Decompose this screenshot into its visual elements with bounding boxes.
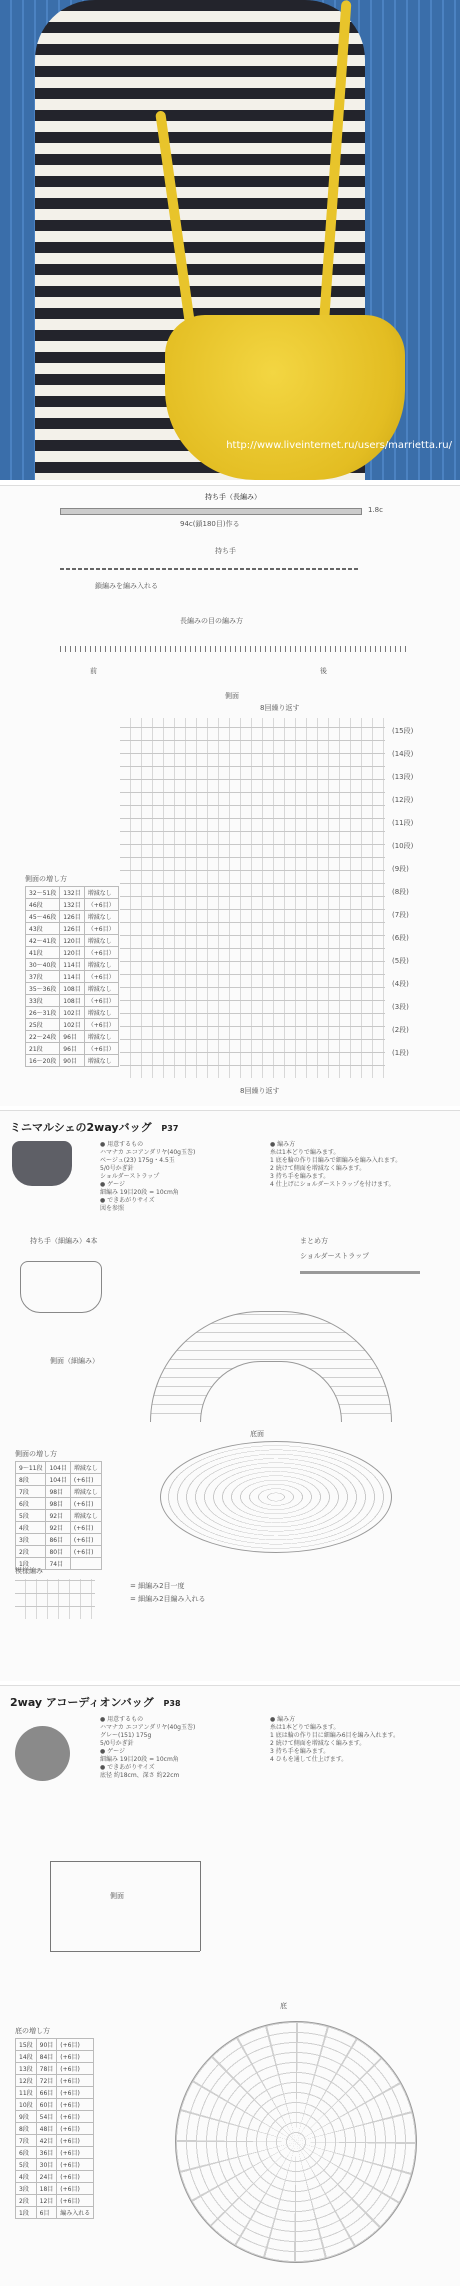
chart-bottom-note: 8回繰り返す xyxy=(240,1087,280,1095)
table-cell: 9段 xyxy=(16,2111,37,2123)
list-item: ハマナカ エコアンダリヤ(40g玉巻) xyxy=(100,1724,196,1731)
table-cell: (+6目) xyxy=(57,2075,94,2087)
table-cell: 41段 xyxy=(26,947,60,959)
table-row xyxy=(26,995,119,1007)
table-cell: 98目 xyxy=(46,1486,70,1498)
materials-label: ● 用意するもの xyxy=(100,1141,144,1148)
section3-page: P38 xyxy=(163,1699,181,1708)
table-cell: 104目 xyxy=(46,1474,70,1486)
table-row xyxy=(16,1474,102,1486)
size-label: ● できあがりサイズ xyxy=(100,1197,155,1204)
table-cell: 126目 xyxy=(60,911,84,923)
table-cell: （+6目） xyxy=(84,1043,118,1055)
table-row xyxy=(16,2147,94,2159)
table-row xyxy=(16,2195,94,2207)
edge-title: 模様編み xyxy=(15,1567,43,1575)
section2-howto xyxy=(270,1141,450,1189)
howto-list-3 xyxy=(270,1724,450,1764)
bottom-label-2: 底面 xyxy=(250,1430,264,1438)
table-cell: 30〜40段 xyxy=(26,959,60,971)
table-cell: 48目 xyxy=(36,2123,57,2135)
table-cell: （+6目） xyxy=(84,1019,118,1031)
table-row xyxy=(26,1031,119,1043)
materials-list-3 xyxy=(100,1724,280,1748)
row-label: (9段) xyxy=(392,865,409,873)
table-cell: 21段 xyxy=(26,1043,60,1055)
list-item: 3 持ち手を編みます。 xyxy=(270,1173,330,1180)
table-cell: 増減なし xyxy=(84,911,118,923)
table-cell: 6段 xyxy=(16,1498,46,1510)
table-cell: 42目 xyxy=(36,2135,57,2147)
table-cell: 2段 xyxy=(16,2195,37,2207)
table-cell: 2段 xyxy=(16,1546,46,1558)
pattern-page-1 xyxy=(0,485,460,1106)
table-row xyxy=(26,959,119,971)
list-item: 1 底は輪の作り目に細編み6目を編み入れます。 xyxy=(270,1732,400,1739)
increase-table-3 xyxy=(15,2038,94,2219)
section3-title xyxy=(10,1694,181,1710)
table-cell: 43段 xyxy=(26,923,60,935)
table-2-title: 側面の増し方 xyxy=(15,1450,57,1458)
table-cell: 54目 xyxy=(36,2111,57,2123)
list-item: 5/0号かぎ針 xyxy=(100,1165,134,1172)
table-cell: 12段 xyxy=(16,2075,37,2087)
table-cell: 7段 xyxy=(16,2135,37,2147)
table-cell: 108目 xyxy=(60,983,84,995)
increase-table-2 xyxy=(15,1461,102,1570)
table-cell: 増減なし xyxy=(84,935,118,947)
table-row xyxy=(26,1019,119,1031)
list-item: 2 続けて側面を増減なく編みます。 xyxy=(270,1165,366,1172)
increase-table-1 xyxy=(25,886,119,1067)
list-item: 5/0号かぎ針 xyxy=(100,1740,134,1747)
table-cell: (+6目) xyxy=(70,1522,101,1534)
strap-bar xyxy=(60,508,362,515)
table-3-title: 底の増し方 xyxy=(15,2027,50,2035)
table-cell xyxy=(70,1558,101,1570)
table-row xyxy=(16,2171,94,2183)
table-row xyxy=(16,2159,94,2171)
list-item: グレー(151) 175g xyxy=(100,1732,152,1739)
table-row xyxy=(16,1462,102,1474)
table-cell: 26〜31段 xyxy=(26,1007,60,1019)
table-row xyxy=(16,1510,102,1522)
size-label-3: ● できあがりサイズ xyxy=(100,1764,155,1771)
table-cell: 132目 xyxy=(60,899,84,911)
howto-list xyxy=(270,1149,450,1189)
table-cell: 102目 xyxy=(60,1007,84,1019)
table-cell: (+6目) xyxy=(57,2195,94,2207)
table-cell: (+6目) xyxy=(70,1534,101,1546)
body-outline-bottom xyxy=(50,1951,200,1952)
handle-label: 持ち手 xyxy=(215,547,236,555)
table-cell: 114目 xyxy=(60,959,84,971)
table-cell: 3段 xyxy=(16,1534,46,1546)
body-label: 側面 xyxy=(225,692,239,700)
table-cell: 92目 xyxy=(46,1510,70,1522)
table-cell: 4段 xyxy=(16,2171,37,2183)
table-row xyxy=(16,2087,94,2099)
table-cell: 増減なし xyxy=(84,959,118,971)
stitch-row-note: 長編みの目の編み方 xyxy=(180,617,243,625)
handle-chain xyxy=(60,568,360,570)
table-row xyxy=(16,1486,102,1498)
row-label: (6段) xyxy=(392,934,409,942)
table-cell: 72目 xyxy=(36,2075,57,2087)
row-label: (7段) xyxy=(392,911,409,919)
back-label: 後 xyxy=(320,667,327,675)
table-cell: （+6目） xyxy=(84,995,118,1007)
table-cell: (+6目) xyxy=(57,2087,94,2099)
table-cell: 104目 xyxy=(46,1462,70,1474)
table-row xyxy=(26,911,119,923)
handle-title: 持ち手（細編み）4本 xyxy=(30,1237,98,1245)
body-outline-left xyxy=(50,1861,51,1951)
table-1-title: 側面の増し方 xyxy=(25,875,67,883)
table-cell: 120目 xyxy=(60,947,84,959)
front-label: 前 xyxy=(90,667,97,675)
body-outline-right xyxy=(200,1861,201,1951)
table-row xyxy=(26,1007,119,1019)
table-cell: 33段 xyxy=(26,995,60,1007)
table-cell: (+6目) xyxy=(57,2039,94,2051)
table-cell: 11段 xyxy=(16,2087,37,2099)
table-cell: 96目 xyxy=(60,1031,84,1043)
row-label: (12段) xyxy=(392,796,414,804)
table-row xyxy=(16,2051,94,2063)
table-cell: 8段 xyxy=(16,1474,46,1486)
table-cell: (+6目) xyxy=(57,2111,94,2123)
strap-title: 持ち手（長編み） xyxy=(205,493,261,501)
table-cell: 90目 xyxy=(36,2039,57,2051)
table-cell: 45〜46段 xyxy=(26,911,60,923)
table-cell: （+6目） xyxy=(84,899,118,911)
table-cell: 増減なし xyxy=(70,1462,101,1474)
table-cell: 92目 xyxy=(46,1522,70,1534)
gauge-value: 細編み 19目20段 = 10cm角 xyxy=(100,1189,179,1196)
table-row xyxy=(26,947,119,959)
section3-title-text: 2way アコーディオンバッグ xyxy=(10,1696,154,1709)
table-cell: 6目 xyxy=(36,2207,57,2219)
section2-title-text: ミニマルシェの2wayバッグ xyxy=(10,1121,152,1134)
table-cell: 5段 xyxy=(16,2159,37,2171)
table-row xyxy=(26,971,119,983)
table-cell: 増減なし xyxy=(84,887,118,899)
table-cell: 60目 xyxy=(36,2099,57,2111)
table-cell: 78目 xyxy=(36,2063,57,2075)
list-item: 2 続けて側面を増減なく編みます。 xyxy=(270,1740,366,1747)
list-item: ショルダーストラップ xyxy=(100,1173,160,1180)
table-cell: 5段 xyxy=(16,1510,46,1522)
table-cell: 120目 xyxy=(60,935,84,947)
table-cell: 15段 xyxy=(16,2039,37,2051)
row-label: (11段) xyxy=(392,819,414,827)
row-label: (8段) xyxy=(392,888,409,896)
table-row xyxy=(16,2075,94,2087)
table-cell: (+6目) xyxy=(57,2099,94,2111)
table-cell: 32〜51段 xyxy=(26,887,60,899)
table-cell: 18目 xyxy=(36,2183,57,2195)
body-label-3: 側面 xyxy=(110,1892,124,1900)
table-cell: 16〜20段 xyxy=(26,1055,60,1067)
table-cell: 108目 xyxy=(60,995,84,1007)
table-row xyxy=(26,899,119,911)
row-label: (10段) xyxy=(392,842,414,850)
table-cell: 9〜11段 xyxy=(16,1462,46,1474)
table-cell: 24目 xyxy=(36,2171,57,2183)
section2-title xyxy=(10,1119,178,1135)
row-label: (4段) xyxy=(392,980,409,988)
section3-howto xyxy=(270,1716,450,1764)
list-item: ベージュ(23) 175g・4.5玉 xyxy=(100,1157,175,1164)
table-cell: 8段 xyxy=(16,2123,37,2135)
table-cell: 114目 xyxy=(60,971,84,983)
pattern-page-2 xyxy=(0,1110,460,1681)
table-cell: 126目 xyxy=(60,923,84,935)
table-cell: (+6目) xyxy=(57,2123,94,2135)
table-cell: 132目 xyxy=(60,887,84,899)
body-label-2: 側面（細編み） xyxy=(50,1357,99,1365)
chart-top-note: 8回繰り返す xyxy=(260,704,300,712)
list-item: 4 仕上げにショルダーストラップを付けます。 xyxy=(270,1181,395,1188)
table-cell: （+6目） xyxy=(84,971,118,983)
row-label: (3段) xyxy=(392,1003,409,1011)
size-value-3: 底径 約18cm、深さ 約22cm xyxy=(100,1772,180,1779)
table-cell: 増減なし xyxy=(70,1510,101,1522)
table-cell: (+6目) xyxy=(57,2147,94,2159)
section3-materials xyxy=(100,1716,280,1780)
list-item: 糸は1本どりで編みます。 xyxy=(270,1149,340,1156)
table-cell: (+6目) xyxy=(57,2135,94,2147)
table-row xyxy=(16,1546,102,1558)
stitch-row xyxy=(60,646,410,652)
size-value: 図を参照 xyxy=(100,1205,125,1212)
table-cell: 増減なし xyxy=(84,983,118,995)
table-cell: 86目 xyxy=(46,1534,70,1546)
materials-label-3: ● 用意するもの xyxy=(100,1716,144,1723)
strap-length: 94c(鎖180目)作る xyxy=(180,520,240,528)
table-cell: (+6目) xyxy=(70,1498,101,1510)
table-cell: (+6目) xyxy=(57,2159,94,2171)
bottom-oval-chart xyxy=(160,1441,392,1553)
howto-label-3: ● 編み方 xyxy=(270,1716,296,1723)
table-row xyxy=(16,2207,94,2219)
table-cell: 66目 xyxy=(36,2087,57,2099)
yellow-crochet-bag xyxy=(165,315,405,480)
table-cell: 96目 xyxy=(60,1043,84,1055)
table-row xyxy=(16,2183,94,2195)
table-cell: 4段 xyxy=(16,1522,46,1534)
row-label: (2段) xyxy=(392,1026,409,1034)
table-cell: 増減なし xyxy=(84,1031,118,1043)
table-cell: (+6目) xyxy=(57,2171,94,2183)
howto-label: ● 編み方 xyxy=(270,1141,296,1148)
table-cell: 7段 xyxy=(16,1486,46,1498)
table-cell: 90目 xyxy=(60,1055,84,1067)
row-label: (14段) xyxy=(392,750,414,758)
list-item: 糸は1本どりで編みます。 xyxy=(270,1724,340,1731)
table-cell: 12目 xyxy=(36,2195,57,2207)
list-item: 4 ひもを通して仕上げます。 xyxy=(270,1756,348,1763)
list-item: 1 底を輪の作り目編みで細編みを編み入れます。 xyxy=(270,1157,402,1164)
table-row xyxy=(16,2135,94,2147)
table-row xyxy=(16,2111,94,2123)
table-row xyxy=(26,983,119,995)
table-row xyxy=(26,887,119,899)
materials-list xyxy=(100,1149,280,1181)
table-cell: 編み入れる xyxy=(57,2207,94,2219)
table-cell: 14段 xyxy=(16,2051,37,2063)
table-cell: 74目 xyxy=(46,1558,70,1570)
table-row xyxy=(16,1534,102,1546)
table-cell: 3段 xyxy=(16,2183,37,2195)
row-label: (1段) xyxy=(392,1049,409,1057)
legend-a: = 細編み2目一度 xyxy=(130,1582,185,1590)
list-item: ハマナカ エコアンダリヤ(40g玉巻) xyxy=(100,1149,196,1156)
table-cell: 25段 xyxy=(26,1019,60,1031)
table-cell: 84目 xyxy=(36,2051,57,2063)
table-cell: (+6目) xyxy=(57,2063,94,2075)
table-cell: 1段 xyxy=(16,2207,37,2219)
table-cell: 42〜41段 xyxy=(26,935,60,947)
table-cell: 13段 xyxy=(16,2063,37,2075)
table-row xyxy=(26,923,119,935)
bottom-label-3: 底 xyxy=(280,2002,287,2010)
table-row xyxy=(26,1043,119,1055)
section2-materials xyxy=(100,1141,280,1213)
table-cell: 増減なし xyxy=(84,1007,118,1019)
table-cell: 37段 xyxy=(26,971,60,983)
gauge-label-3: ● ゲージ xyxy=(100,1748,126,1755)
table-cell: (+6目) xyxy=(57,2051,94,2063)
table-row xyxy=(26,935,119,947)
mini-bag-photo xyxy=(12,1141,72,1186)
shoulder-strap xyxy=(300,1271,420,1274)
table-cell: 6段 xyxy=(16,2147,37,2159)
body-outline-top xyxy=(50,1861,200,1862)
table-cell: 98目 xyxy=(46,1498,70,1510)
table-cell: 1段 xyxy=(16,1558,46,1570)
table-cell: 80目 xyxy=(46,1546,70,1558)
edge-pattern-chart xyxy=(15,1579,95,1619)
accordion-bag-photo xyxy=(15,1726,70,1781)
strap-title: まとめ方 xyxy=(300,1237,328,1245)
table-row xyxy=(16,1522,102,1534)
shoulder-label: ショルダーストラップ xyxy=(300,1252,370,1260)
product-photo xyxy=(0,0,460,480)
legend-b: = 細編み2目編み入れる xyxy=(130,1595,206,1603)
table-row xyxy=(26,1055,119,1067)
table-cell: 30目 xyxy=(36,2159,57,2171)
watermark: http://www.liveinternet.ru/users/marrietta.ru/ xyxy=(226,440,452,451)
gauge-label: ● ゲージ xyxy=(100,1181,126,1188)
pattern-page-3 xyxy=(0,1685,460,2286)
table-cell: （+6目） xyxy=(84,923,118,935)
table-cell: （+6目） xyxy=(84,947,118,959)
gauge-value-3: 細編み 19目20段 = 10cm角 xyxy=(100,1756,179,1763)
table-cell: 102目 xyxy=(60,1019,84,1031)
table-cell: 10段 xyxy=(16,2099,37,2111)
table-cell: 22〜24段 xyxy=(26,1031,60,1043)
table-row xyxy=(16,1498,102,1510)
row-label: (5段) xyxy=(392,957,409,965)
table-row xyxy=(16,2039,94,2051)
strap-height: 1.8c xyxy=(368,506,383,514)
table-cell: 増減なし xyxy=(70,1486,101,1498)
table-cell: 46段 xyxy=(26,899,60,911)
table-row xyxy=(16,2099,94,2111)
table-cell: (+6目) xyxy=(70,1546,101,1558)
table-row xyxy=(16,2123,94,2135)
section2-page: P37 xyxy=(161,1124,179,1133)
table-row xyxy=(16,2063,94,2075)
join-note: 鎖編みを編み入れる xyxy=(95,582,158,590)
table-cell: 35〜36段 xyxy=(26,983,60,995)
row-label: (15段) xyxy=(392,727,414,735)
bottom-circle-chart xyxy=(175,2021,417,2263)
table-cell: (+6目) xyxy=(70,1474,101,1486)
list-item: 3 持ち手を編みます。 xyxy=(270,1748,330,1755)
body-stitch-chart xyxy=(120,718,385,1078)
row-label: (13段) xyxy=(392,773,414,781)
table-cell: 増減なし xyxy=(84,1055,118,1067)
table-cell: 36目 xyxy=(36,2147,57,2159)
table-cell: (+6目) xyxy=(57,2183,94,2195)
handle-diagram xyxy=(20,1261,102,1313)
